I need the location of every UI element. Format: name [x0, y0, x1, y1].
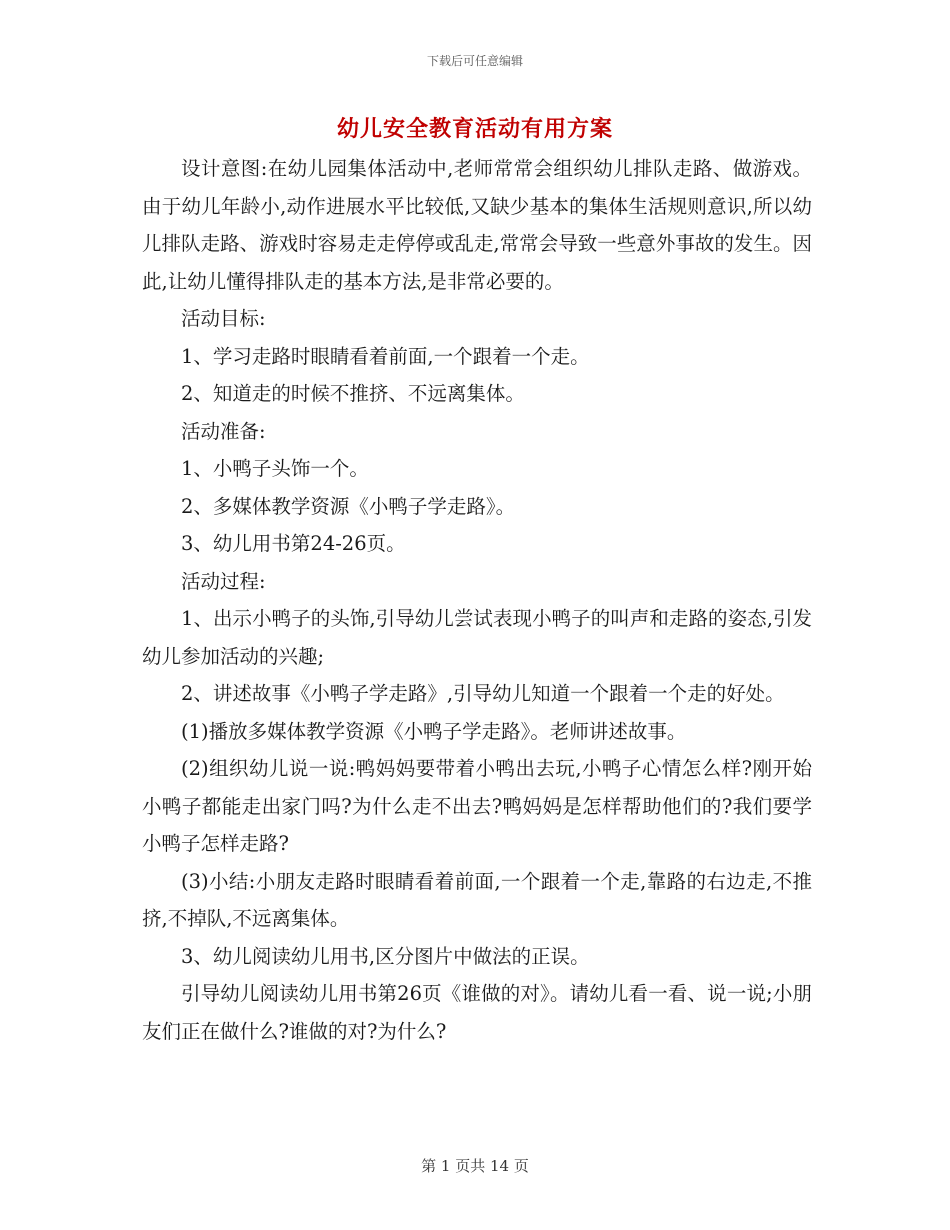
- heading-activity-goals: 活动目标:: [181, 307, 266, 330]
- paragraph-design-intent: 设计意图:在幼儿园集体活动中,老师常常会组织幼儿排队走路、做游戏。由于幼儿年龄小,动作进展水平比较低,又缺少基本的集体生活规则意识,所以幼儿排队走路、游戏时容易走走停停或乱走,常常会导致一些意外事故的发生。因此,让幼儿懂得排队走的基本方法,是非常必要的。: [142, 157, 812, 293]
- process-step-3: 3、幼儿阅读幼儿用书,区分图片中做法的正误。: [181, 944, 590, 968]
- process-substep-2: (2)组织幼儿说一说:鸭妈妈要带着小鸭出去玩,小鸭子心情怎么样?刚开始小鸭子都能走出家门吗?为什么走不出去?鸭妈妈是怎样帮助他们的?我们要学小鸭子怎样走路?: [142, 757, 812, 855]
- goal-item-1: 1、学习走路时眼睛看着前面,一个跟着一个走。: [181, 344, 590, 368]
- process-step-2: 2、讲述故事《小鸭子学走路》,引导幼儿知道一个跟着一个走的好处。: [181, 682, 785, 705]
- preparation-item-3: 3、幼儿用书第24-26页。: [181, 532, 406, 555]
- preparation-item-2: 2、多媒体教学资源《小鸭子学走路》。: [181, 494, 516, 518]
- process-substep-1: (1)播放多媒体教学资源《小鸭子学走路》。老师讲述故事。: [181, 719, 687, 743]
- document-body: [142, 150, 812, 1050]
- process-step-1: 1、出示小鸭子的头饰,引导幼儿尝试表现小鸭子的叫声和走路的姿态,引发幼儿参加活动的兴趣;: [142, 607, 812, 668]
- page-footer: 第 1 页共 14 页: [421, 1157, 529, 1175]
- header-note: 下载后可任意编辑: [426, 54, 523, 68]
- heading-activity-process: 活动过程:: [181, 569, 266, 593]
- heading-activity-preparation: 活动准备:: [181, 419, 266, 443]
- process-step-3-detail: 引导幼儿阅读幼儿用书第26页《谁做的对》。请幼儿看一看、说一说;小朋友们正在做什么?谁做的对?为什么?: [142, 982, 812, 1043]
- preparation-item-1: 1、小鸭子头饰一个。: [181, 457, 369, 480]
- process-substep-3: (3)小结:小朋友走路时眼睛看着前面,一个跟着一个走,靠路的右边走,不推挤,不掉队,不远离集体。: [142, 869, 812, 930]
- document-title: 幼儿安全教育活动有用方案: [336, 116, 613, 142]
- goal-item-2: 2、知道走的时候不推挤、不远离集体。: [181, 382, 525, 405]
